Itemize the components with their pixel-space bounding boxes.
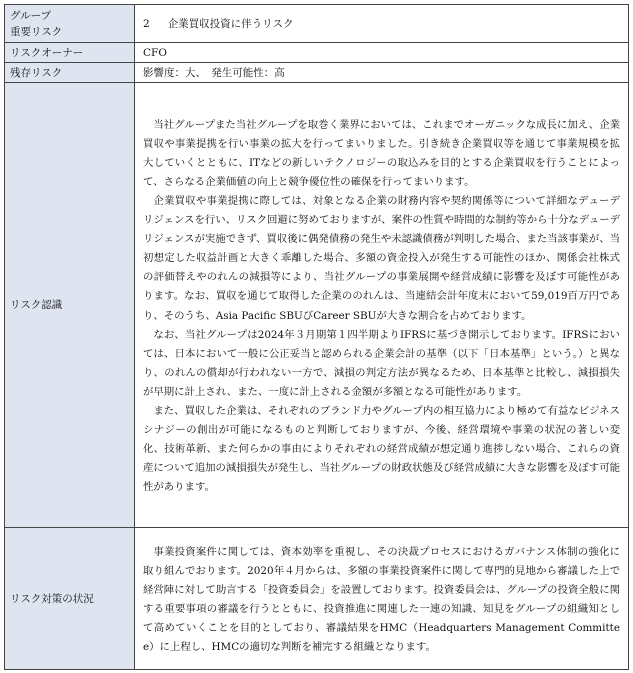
group-risk-label (5, 5, 135, 43)
risk-recognition-label: リスク認識 (5, 83, 135, 528)
group-risk-value (135, 5, 629, 43)
residual-risk-value: 影響度：大、 発生可能性：高 (135, 63, 629, 83)
risk-disclosure-sheet (4, 4, 629, 669)
risk-owner-row (5, 43, 629, 63)
residual-risk-label: 残存リスク (5, 63, 135, 83)
risk-measures-row (5, 528, 629, 670)
risk-number: 2 (143, 17, 150, 30)
recognition-paragraph: また、買収した企業は、それぞれのブランド力やグループ内の相互協力により極めて有益なビジネスシナジーの創出が可能になるものと判断しておりますが、今後、経営環境や事業の状況の著しい変化、技術革新、また何らかの事由によりそれぞれの経営成績が想定通り進捗しない場合、これらの資産について追加の減損損失が発生し、当社グループの財政状態及び経営成績に大きな影響を及ぼす可能性があります。 (143, 404, 620, 493)
risk-title: 企業買収投資に伴うリスク (167, 17, 294, 30)
group-risk-label-line2: 重要リスク (10, 25, 63, 38)
risk-owner-value: CFO (135, 43, 629, 63)
recognition-paragraph: なお、当社グループは2024年３月期第１四半期よりIFRSに基づき開示しております。IFRSにおいては、日本において一般に公正妥当と認められる企業会計の基準（以下「日本基準」という。）と異なり、のれんの償却が行われない一方で、減損の判定方法が異なるため、日本基準と比較し、減損損失が早期に計上され、また、一度に計上される金額が多額となる可能性があります。 (143, 328, 620, 398)
risk-measures-label: リスク対策の状況 (5, 528, 135, 670)
recognition-paragraph: 当社グループまた当社グループを取巻く業界においては、これまでオーガニックな成長に加え、企業買収や事業提携を行い事業の拡大を行ってまいりました。引き続き企業買収等を通じて事業規模を拡大していくとともに、ITなどの新しいテクノロジーの取込みを目的とする企業買収を行うことによって、さらなる企業価値の向上と競争優位性の確保を行ってまいります。 (143, 119, 620, 189)
risk-measures-body (135, 528, 629, 670)
recognition-paragraph: 企業買収や事業提携に際しては、対象となる企業の財務内容や契約関係等について詳細なデューデリジェンスを行い、リスク回避に努めておりますが、案件の性質や時間的な制約等から十分なデューデリジェンスが実施できず、買収後に偶発債務の発生や未認識債務が判明した場合、また当該事業が、当初想定した収益計画と大きく乖離した場合、多額の資金投入が発生する可能性のほか、関係会社株式の評価替えやのれんの減損等により、当社グループの事業展開や経営成績に影響を及ぼす可能性があります。なお、買収を通じて取得した企業ののれんは、当連結会計年度末において59,019百万円であり、そのうち、Asia Pacific SBUびCareer SBUが大きな割合を占めております。 (143, 195, 620, 322)
residual-risk-row (5, 63, 629, 83)
risk-owner-label: リスクオーナー (5, 43, 135, 63)
group-risk-row (5, 5, 629, 43)
risk-recognition-body (135, 83, 629, 528)
risk-table (4, 4, 629, 670)
measures-paragraph: 事業投資案件に関しては、資本効率を重視し、その決裁プロセスにおけるガバナンス体制の強化に取り組んでおります。2020年４月からは、多額の事業投資案件に関して専門的見地から審議した上で経営陣に対して助言する「投資委員会」を設置しております。投資委員会は、グループの投資全般に関する重要事項の審議を行うとともに、投資推進に関連した一連の知識、知見をグループの組織知として高めていくことを目的としており、審議結果をHMC（Headquarters Management Committee）に上程し、HMCの適切な判断を補完する組織となります。 (143, 545, 620, 654)
risk-recognition-row (5, 83, 629, 528)
group-risk-label-line1: グループ (10, 9, 52, 22)
